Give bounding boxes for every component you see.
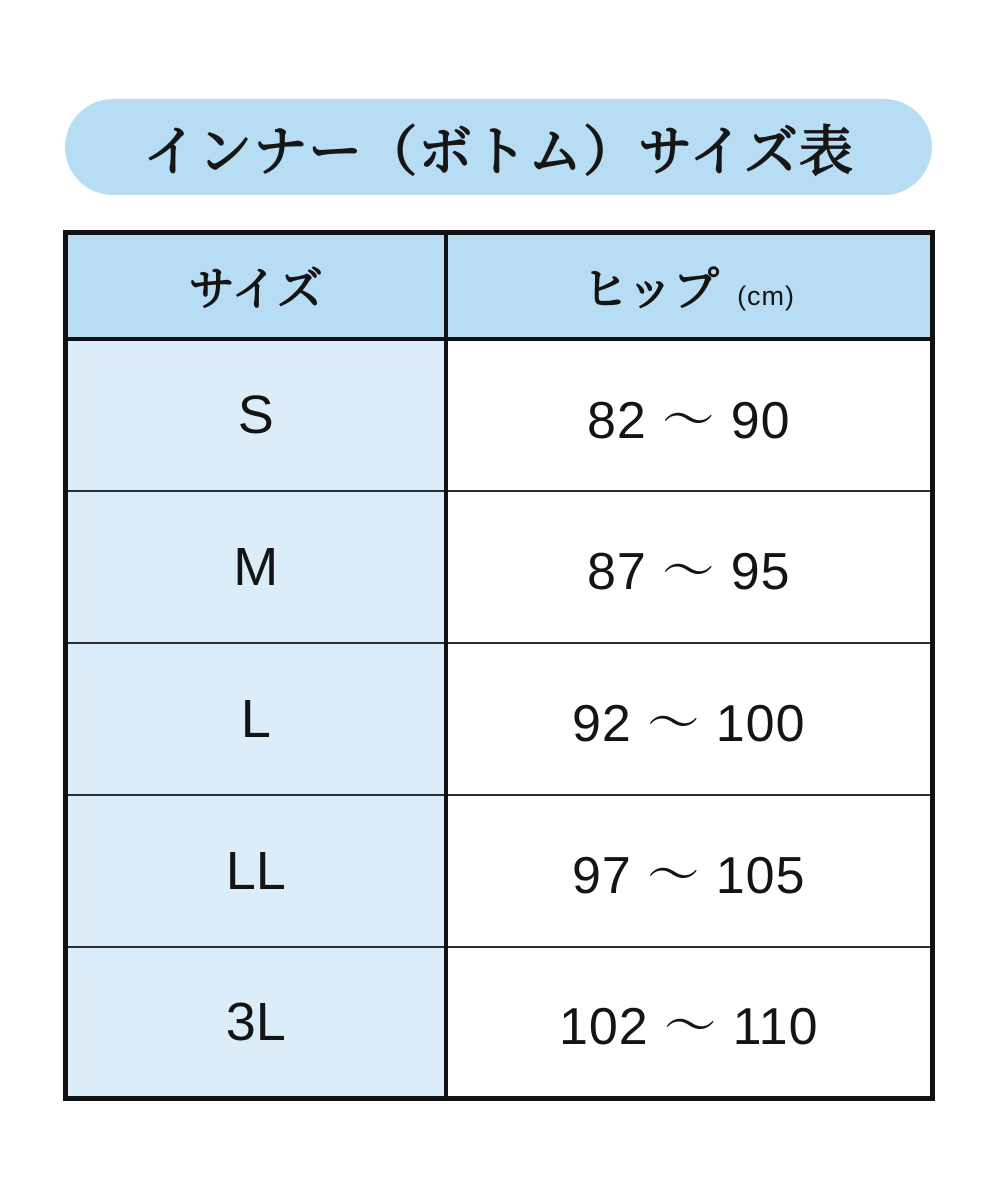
hip-cell: 97 ～ 105 — [446, 795, 933, 947]
page-title: インナー（ボトム）サイズ表 — [143, 121, 854, 182]
size-cell: 3L — [66, 947, 446, 1099]
hip-cell: 87 ～ 95 — [446, 491, 933, 643]
header-size-label: サイズ — [188, 262, 323, 315]
size-cell: S — [66, 339, 446, 491]
header-hip-unit: (cm) — [737, 280, 796, 311]
table-row — [66, 491, 933, 643]
table-header-row — [66, 233, 933, 339]
hip-cell: 92 ～ 100 — [446, 643, 933, 795]
header-hip — [446, 233, 933, 339]
table-row — [66, 643, 933, 795]
size-cell: LL — [66, 795, 446, 947]
header-hip-label: ヒップ — [582, 262, 720, 315]
title-pill — [65, 99, 932, 195]
header-size — [66, 233, 446, 339]
size-chart-table — [63, 230, 935, 1101]
hip-cell: 82 ～ 90 — [446, 339, 933, 491]
hip-cell: 102 ～ 110 — [446, 947, 933, 1099]
table-row — [66, 339, 933, 491]
table-row — [66, 947, 933, 1099]
size-cell: M — [66, 491, 446, 643]
table-row — [66, 795, 933, 947]
size-cell: L — [66, 643, 446, 795]
